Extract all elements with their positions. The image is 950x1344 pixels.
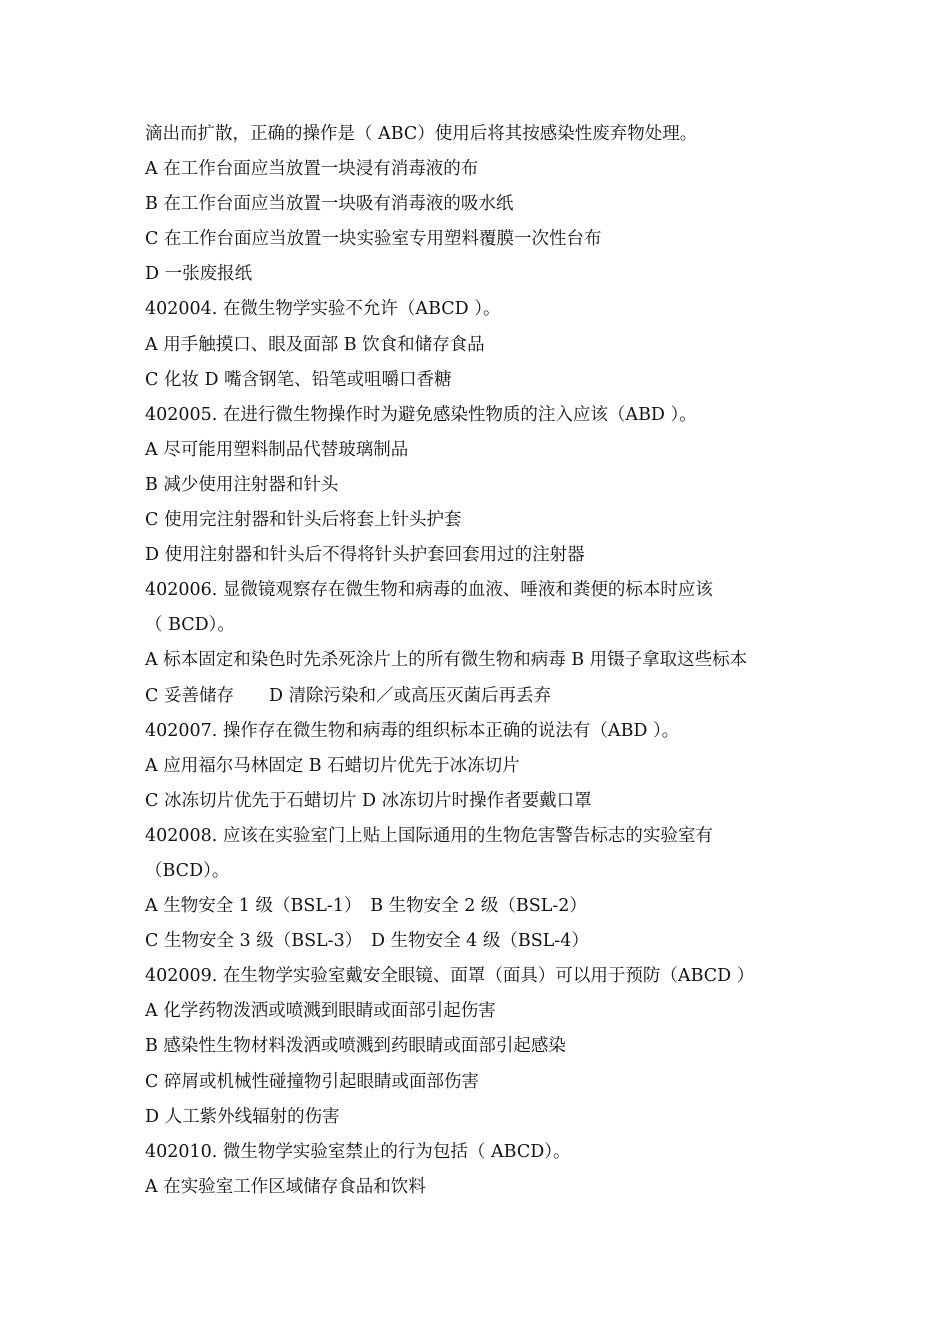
question-line: 402009. 在生物学实验室戴安全眼镜、面罩（面具）可以用于预防（ABCD ）	[145, 966, 755, 987]
text-line: C 碎屑或机械性碰撞物引起眼睛或面部伤害	[145, 1071, 479, 1092]
question-line: 402005. 在进行微生物操作时为避免感染性物质的注入应该（ABD ）。	[145, 404, 697, 425]
text-line: A 在工作台面应当放置一块浸有消毒液的布	[145, 159, 479, 180]
text-line: 滴出而扩散，正确的操作是（ ABC）使用后将其按感染性废弃物处理。	[145, 124, 698, 144]
text-line: D 人工紫外线辐射的伤害	[145, 1106, 340, 1127]
text-line: A 标本固定和染色时先杀死涂片上的所有微生物和病毒 B 用镊子拿取这些标本	[145, 650, 748, 671]
text-line: A 化学药物泼洒或喷溅到眼睛或面部引起伤害	[145, 1001, 496, 1022]
question-line: 402008. 应该在实验室门上贴上国际通用的生物危害警告标志的实验室有	[145, 825, 713, 846]
question-line: 402004. 在微生物学实验不允许（ABCD ）。	[145, 299, 501, 320]
document-body	[145, 121, 865, 1209]
text-line: C 冰冻切片优先于石蜡切片 D 冰冻切片时操作者要戴口罩	[145, 790, 592, 811]
question-line: 402006. 显微镜观察存在微生物和病毒的血液、唾液和粪便的标本时应该	[145, 580, 713, 601]
text-line: C 使用完注射器和针头后将套上针头护套	[145, 510, 462, 531]
text-line: B 在工作台面应当放置一块吸有消毒液的吸水纸	[145, 194, 514, 215]
text-line: A 生物安全 1 级（BSL-1） B 生物安全 2 级（BSL-2）	[145, 896, 587, 917]
text-line: A 尽可能用塑料制品代替玻璃制品	[145, 439, 409, 460]
text-line: A 应用福尔马林固定 B 石蜡切片优先于冰冻切片	[145, 755, 520, 776]
text-line: B 感染性生物材料泼洒或喷溅到药眼睛或面部引起感染	[145, 1036, 566, 1057]
text-line: （ BCD）。	[145, 615, 235, 636]
text-line: D 一张废报纸	[145, 264, 253, 285]
text-line: C 化妆 D 嘴含钢笔、铅笔或咀嚼口香糖	[145, 369, 452, 390]
text-line: B 减少使用注射器和针头	[145, 474, 339, 495]
text-line: A 在实验室工作区域储存食品和饮料	[145, 1176, 426, 1197]
text-line: A 用手触摸口、眼及面部 B 饮食和储存食品	[145, 334, 485, 355]
question-line: 402010. 微生物学实验室禁止的行为包括（ ABCD）。	[145, 1141, 571, 1162]
text-line: D 使用注射器和针头后不得将针头护套回套用过的注射器	[145, 545, 585, 566]
question-line: 402007. 操作存在微生物和病毒的组织标本正确的说法有（ABD ）。	[145, 720, 680, 741]
text-line: （BCD）。	[145, 860, 230, 881]
text-line: C 生物安全 3 级（BSL-3） D 生物安全 4 级（BSL-4）	[145, 931, 589, 952]
text-line: C 妥善储存 D 清除污染和／或高压灭菌后再丢弃	[145, 685, 552, 706]
text-line: C 在工作台面应当放置一块实验室专用塑料覆膜一次性台布	[145, 229, 602, 250]
